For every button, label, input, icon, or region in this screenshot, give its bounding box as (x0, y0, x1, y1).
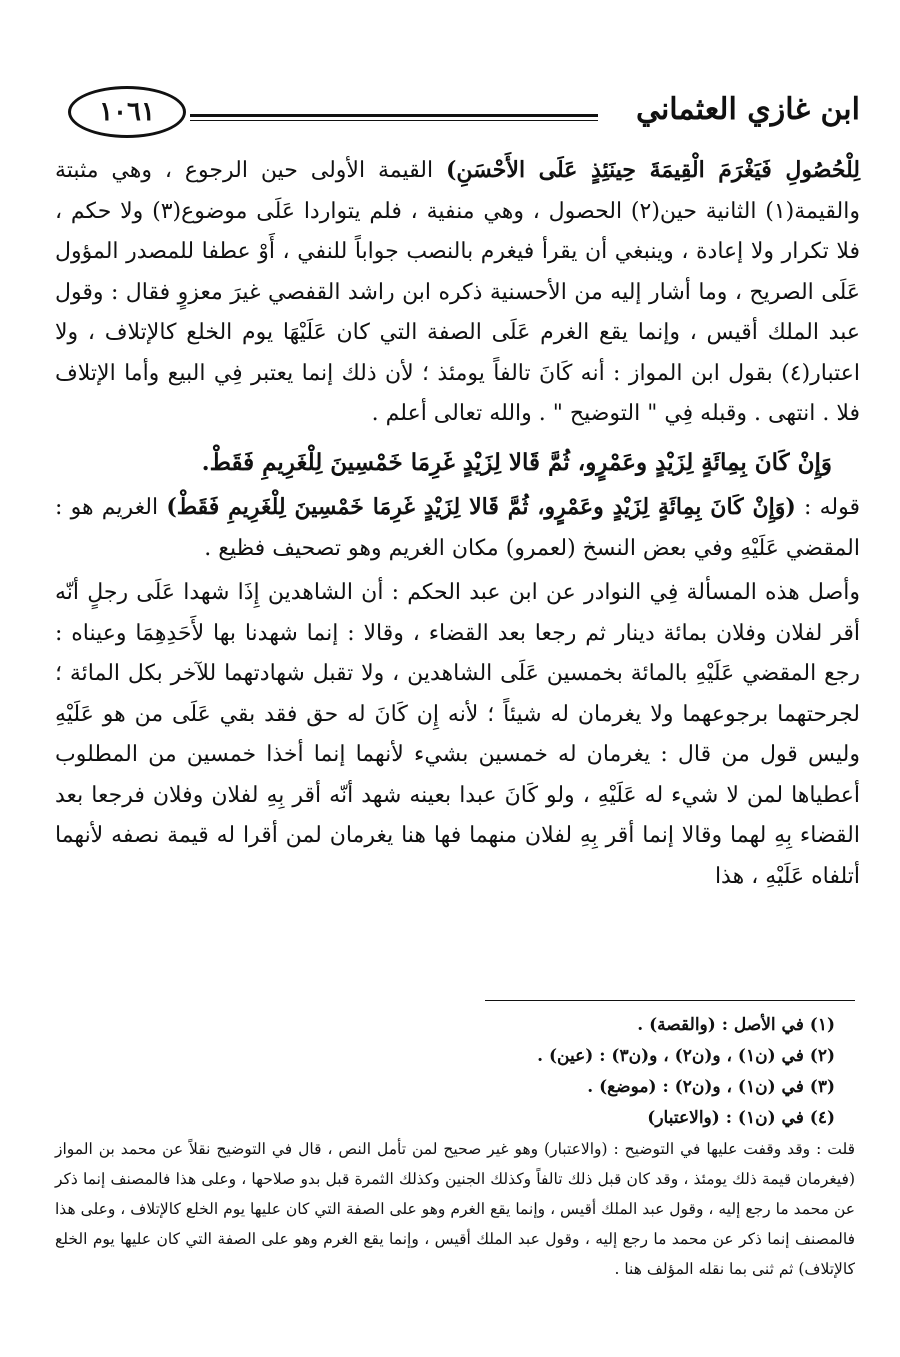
header-rule (190, 114, 598, 121)
quoted-text: (وَإِنْ كَانَ بِمِائَةٍ لِزَيْدٍ وعَمْرٍو، ثُمَّ قَالا لِزَيْدٍ غَرِمَا خَمْسِينَ لِلْغَرِيمِ فَقَطْ) (166, 494, 796, 520)
paragraph (55, 487, 860, 569)
footnote: (٣) في (ن١) ، و(ن٢) : (موضع) . (587, 1077, 835, 1097)
footnote-rule (485, 1000, 855, 1001)
footnotes (55, 1010, 855, 1284)
footnote: (١) في الأصل : (والقصة) . (637, 1015, 835, 1035)
editor-note: قلت : وقد وقفت عليها في التوضيح : (والاعتبار) وهو غير صحيح لمن تأمل النص ، قال في التوضيح نقلاً عن محمد بن المواز (فيغرمان قيمة ذلك يومئذ ، وقد كان قبل ذلك تالفاً وكذلك الجنين وكذلك الثمرة قبل بدو صلاحها ، وعلى هذا فالمصنف إنما ذكر عن محمد ما رجع إليه ، وقول عبد الملك أقيس ، وإنما يقع الغرم وهو على الصفة التي كان عليها يوم الخلع كالإتلاف ، وعلى هذا فالمصنف إنما ذكر عن محمد ما رجع إليه ، وقول عبد الملك أقيس ، وإنما يقع الغرم وهو على الصفة التي كان عليها يوم الخلع كالإتلاف) ثم ثنى بما نقله المؤلف هنا . (55, 1140, 855, 1278)
running-head-author: ابن غازي العثماني (635, 92, 860, 127)
quoted-text: لِلْحُصُولِ فَيَغْرَمَ الْقِيمَةَ حِينَئِذٍ عَلَى الأَحْسَنِ) (446, 157, 861, 183)
page-number: ١٠٦١ (68, 86, 186, 138)
matn-line: وَإِنْ كَانَ بِمِائَةٍ لِزَيْدٍ وعَمْرٍو، ثُمَّ قَالا لِزَيْدٍ غَرِمَا خَمْسِينَ لِلْغَرِيمِ فَقَطْ. (201, 448, 832, 476)
paragraph-text: وأصل هذه المسألة فِي النوادر عن ابن عبد الحكم : أن الشاهدين إِذَا شهدا عَلَى رجلٍ أنّه أقر لفلان وفلان بمائة دينار ثم رجعا بعد القضاء ، وقالا : إنما شهدنا بها لأَحَدِهِمَا وعيناه : رجع المقضي عَلَيْهِ بالمائة بخمسين عَلَى الشاهدين ، ولا تقبل شهادتهما للآخر بكل المائة ؛ لجرحتهما برجوعهما ولا يغرمان له شيئاً ؛ لأنه إِن كَانَ له حق فقد بقي عَلَى من هو عَلَيْهِ وليس قول من قال : يغرمان له خمسين بشيء لأنهما إنما أخذا خمسين من المطلوب أعطياها لمن لا شيء له عَلَيْهِ ، ولو كَانَ عبدا بعينه شهد أنّه أقر بِهِ لفلان وفلان فرجعا بعد القضاء بِهِ لهما وقالا إنما أقر بِهِ لفلان منهما فها هنا يغرمان لمن أقرا له قيمة نصفه لأنهما أتلفاه عَلَيْهِ ، هذا (55, 580, 860, 889)
main-text (55, 150, 860, 901)
paragraph-text: الغريم هو : المقضي عَلَيْهِ وفي بعض النسخ (لعمرو) مكان الغريم وهو تصحيف فظيع . (55, 495, 860, 561)
footnote: (٢) في (ن١) ، و(ن٢) ، و(ن٣) : (عين) . (537, 1046, 835, 1066)
paragraph-text: القيمة الأولى حين الرجوع ، وهي مثبتة والقيمة(١) الثانية حين(٢) الحصول ، وهي منفية ، فلم يتواردا عَلَى موضوع(٣) ولا حكم ، فلا تكرار ولا إعادة ، وينبغي أن يقرأ فيغرم بالنصب جواباً للنفي ، أَوْ عطفا للمصدر المؤول عَلَى الصريح ، وما أشار إليه من الأحسنية ذكره ابن راشد القفصي غيرَ معزوٍ فقال : وقول عبد الملك أقيس ، وإنما يقع الغرم عَلَى الصفة التي كان عَلَيْهَا يوم الخلع كالإتلاف ، ولا اعتبار(٤) بقول ابن المواز : أنه كَانَ تالفاً يومئذ ؛ لأن ذلك إنما يعتبر فِي البيع وأما الإتلاف فلا . انتهى . وقبله فِي " التوضيح " . والله تعالى أعلم . (55, 158, 860, 426)
paragraph-lead: قوله : (795, 495, 860, 520)
paragraph (55, 150, 860, 435)
page-header (60, 80, 860, 140)
paragraph (55, 573, 860, 897)
footnote: (٤) في (ن١) : (والاعتبار) (647, 1108, 835, 1128)
